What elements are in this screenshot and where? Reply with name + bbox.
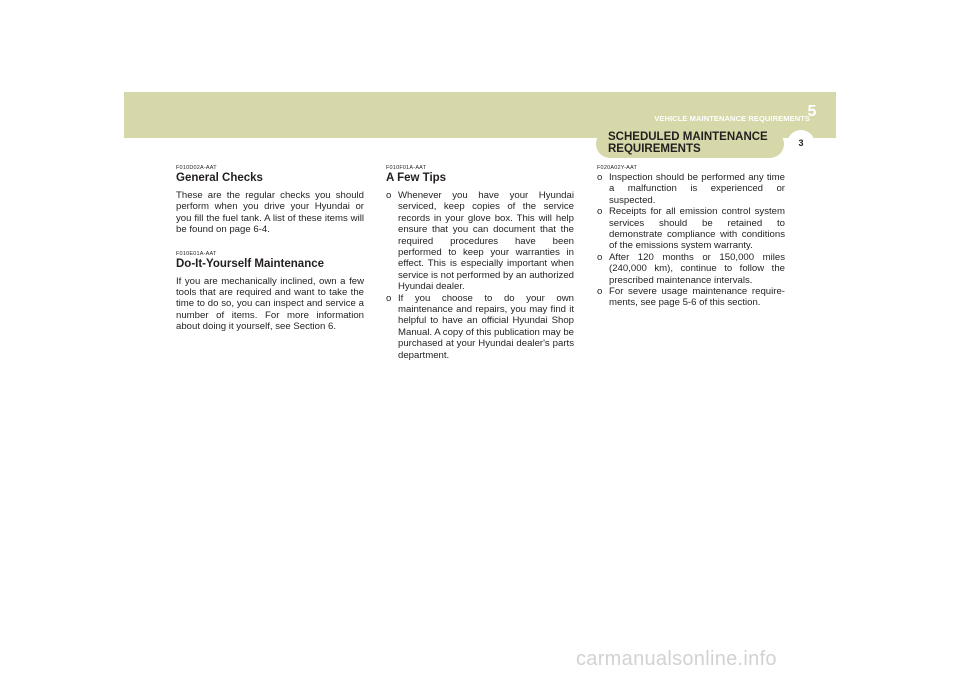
section-code: F010D02A-AAT: [176, 165, 217, 171]
banner-line-1: SCHEDULED MAINTENANCE: [608, 131, 768, 143]
list-item-text: If you choose to do your own maintenance and repairs, you may find it helpful to have an official Hyundai Shop Manual. A copy of this publication may be purchased at your Hyundai dealer's parts department.: [398, 292, 574, 361]
bullet-marker: o: [386, 190, 392, 201]
diy-maintenance-body: If you are mechanically inclined, own a few tools that are required and want to take the time to do so, you can inspect and service a number of items. For more information about doing it yourself, see Section 6.: [176, 275, 364, 333]
list-item: [597, 252, 785, 286]
diy-maintenance-heading: Do-It-Yourself Maintenance: [176, 257, 325, 270]
list-item-text: Whenever you have your Hyundai serviced, keep copies of the service records in your glove box. This will help ensure that you can document that the required procedures have been performed to keep your warranties in effect. This is especially important when service is not performed by an authorized Hyundai dealer.: [398, 190, 574, 293]
list-item-text: For severe usage maintenance require-ments, see page 5-6 of this section.: [609, 286, 785, 309]
list-item: [597, 286, 785, 309]
general-checks-body: These are the regular checks you should perform when you drive your Hyundai or you fill the fuel tank. A list of these items will be found on page 6-4.: [176, 190, 364, 236]
banner-line-2: REQUIREMENTS: [608, 143, 701, 155]
maintenance-requirements-list: [597, 172, 785, 309]
scheduled-maintenance-title: [608, 131, 768, 155]
general-checks-heading: General Checks: [176, 172, 263, 184]
column-middle: [386, 165, 574, 361]
list-item: [386, 293, 574, 361]
list-item-text: Receipts for all emission control system services should be retained to demonstrate compliance with conditions of the emissions system warranty.: [609, 206, 785, 252]
list-item: [386, 190, 574, 293]
bullet-marker: o: [386, 292, 392, 304]
column-left: [176, 165, 364, 333]
list-item: [597, 206, 785, 252]
bullet-marker: o: [597, 251, 603, 263]
section-title: VEHICLE MAINTENANCE REQUIREMENTS: [654, 114, 810, 123]
chapter-number: 5: [807, 103, 817, 120]
bullet-marker: o: [597, 206, 603, 218]
tips-list: [386, 190, 574, 361]
bullet-marker: o: [597, 286, 603, 298]
section-code: F010F01A-AAT: [386, 165, 427, 171]
column-right: [597, 165, 785, 309]
watermark-link[interactable]: carmanualsonline.info: [576, 648, 777, 670]
bullet-marker: o: [597, 172, 603, 183]
list-item: [597, 172, 785, 206]
list-item-text: Inspection should be performed any time a malfunction is experienced or suspected.: [609, 172, 785, 206]
page-number: 3: [798, 138, 804, 148]
section-code: F020A02Y-AAT: [597, 165, 638, 171]
a-few-tips-heading: A Few Tips: [386, 172, 447, 184]
section-code: F010E01A-AAT: [176, 250, 217, 257]
list-item-text: After 120 months or 150,000 miles (240,000 km), continue to follow the prescribed maintenance intervals.: [609, 251, 785, 286]
